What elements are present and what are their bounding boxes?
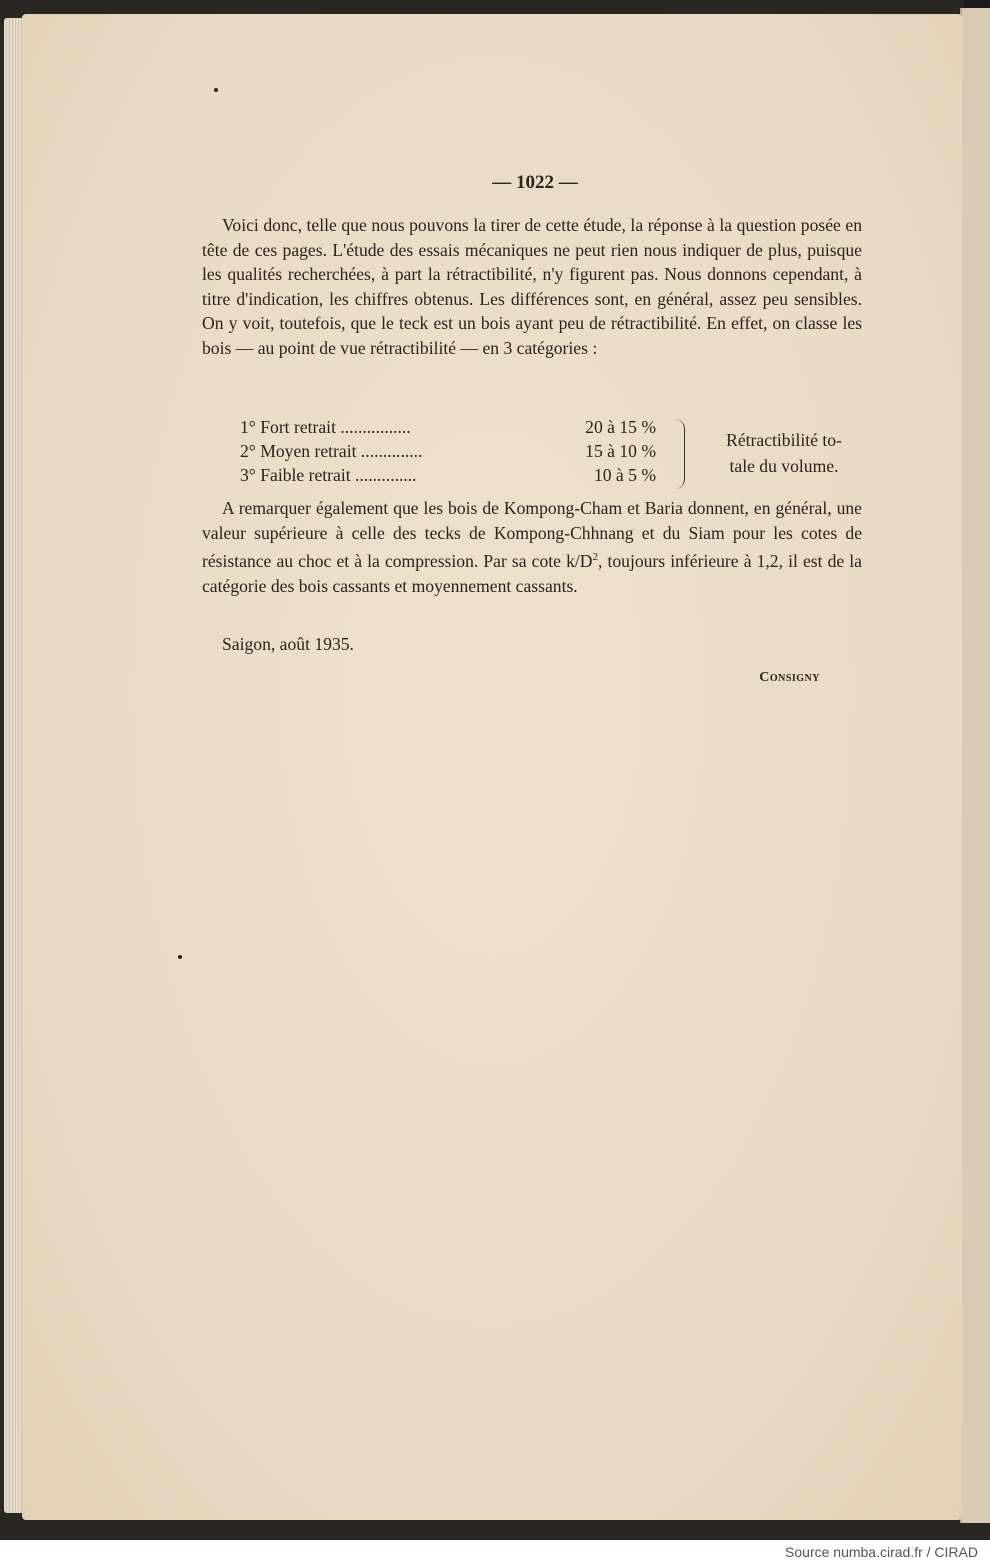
superscript: 2 — [592, 551, 598, 564]
category-row — [240, 441, 670, 465]
category-row — [240, 465, 670, 489]
category-label: 1° Fort retrait ................ — [240, 417, 411, 437]
category-range: 10 à 5 % — [593, 465, 656, 485]
paragraph-2 — [202, 496, 862, 598]
category-note-line: Rétractibilité to- — [726, 430, 842, 450]
place-date: Saigon, août 1935. — [222, 634, 354, 654]
paragraph-1-text: Voici donc, telle que nous pouvons la tirer de cette étude, la réponse à la question posée en tête de ces pages. L'étude des essais mécaniques ne peut rien nous indiquer de plus, puisque les qualités recherchées, à part la rétractibilité, n'y figurent pas. Nous donnons cependant, à titre d'indication, les chiffres obtenus. Les différences sont, en général, assez peu sensibles. On y voit, toutefois, que le teck est un bois ayant peu de rétractibilité. En effet, on classe les bois — au point de vue rétractibilité — en 3 catégories : — [202, 215, 862, 358]
paragraph-1 — [202, 213, 862, 361]
category-range: 15 à 10 % — [585, 441, 656, 461]
source-credit: Source numba.cirad.fr / CIRAD — [785, 1544, 978, 1560]
page-number: — 1022 — — [492, 172, 578, 193]
ink-speck — [214, 88, 218, 92]
category-label: 3° Faible retrait .............. — [240, 465, 417, 485]
category-note-line: tale du volume. — [729, 456, 839, 476]
author-signature: Consigny — [759, 670, 820, 685]
retraction-categories — [240, 417, 880, 495]
right-brace — [674, 419, 685, 489]
paragraph-2-text-end: , toujours inférieure à 1,2, il est de la catégorie des bois cassants et moyennement cassants. — [202, 551, 862, 596]
category-label: 2° Moyen retrait .............. — [240, 441, 423, 461]
facing-page-edge — [960, 8, 990, 1523]
paragraph-2-text: A remarquer également que les bois de Kompong-Cham et Baria donnent, en général, une valeur supérieure à celle des tecks de Kompong-Chhnang et du Siam pour les cotes de résistance au choc et à la compression. Par sa cote k/D — [202, 498, 862, 572]
category-note — [704, 427, 864, 479]
ink-speck — [178, 955, 182, 959]
category-row — [240, 417, 670, 441]
category-range: 20 à 15 % — [585, 417, 656, 437]
